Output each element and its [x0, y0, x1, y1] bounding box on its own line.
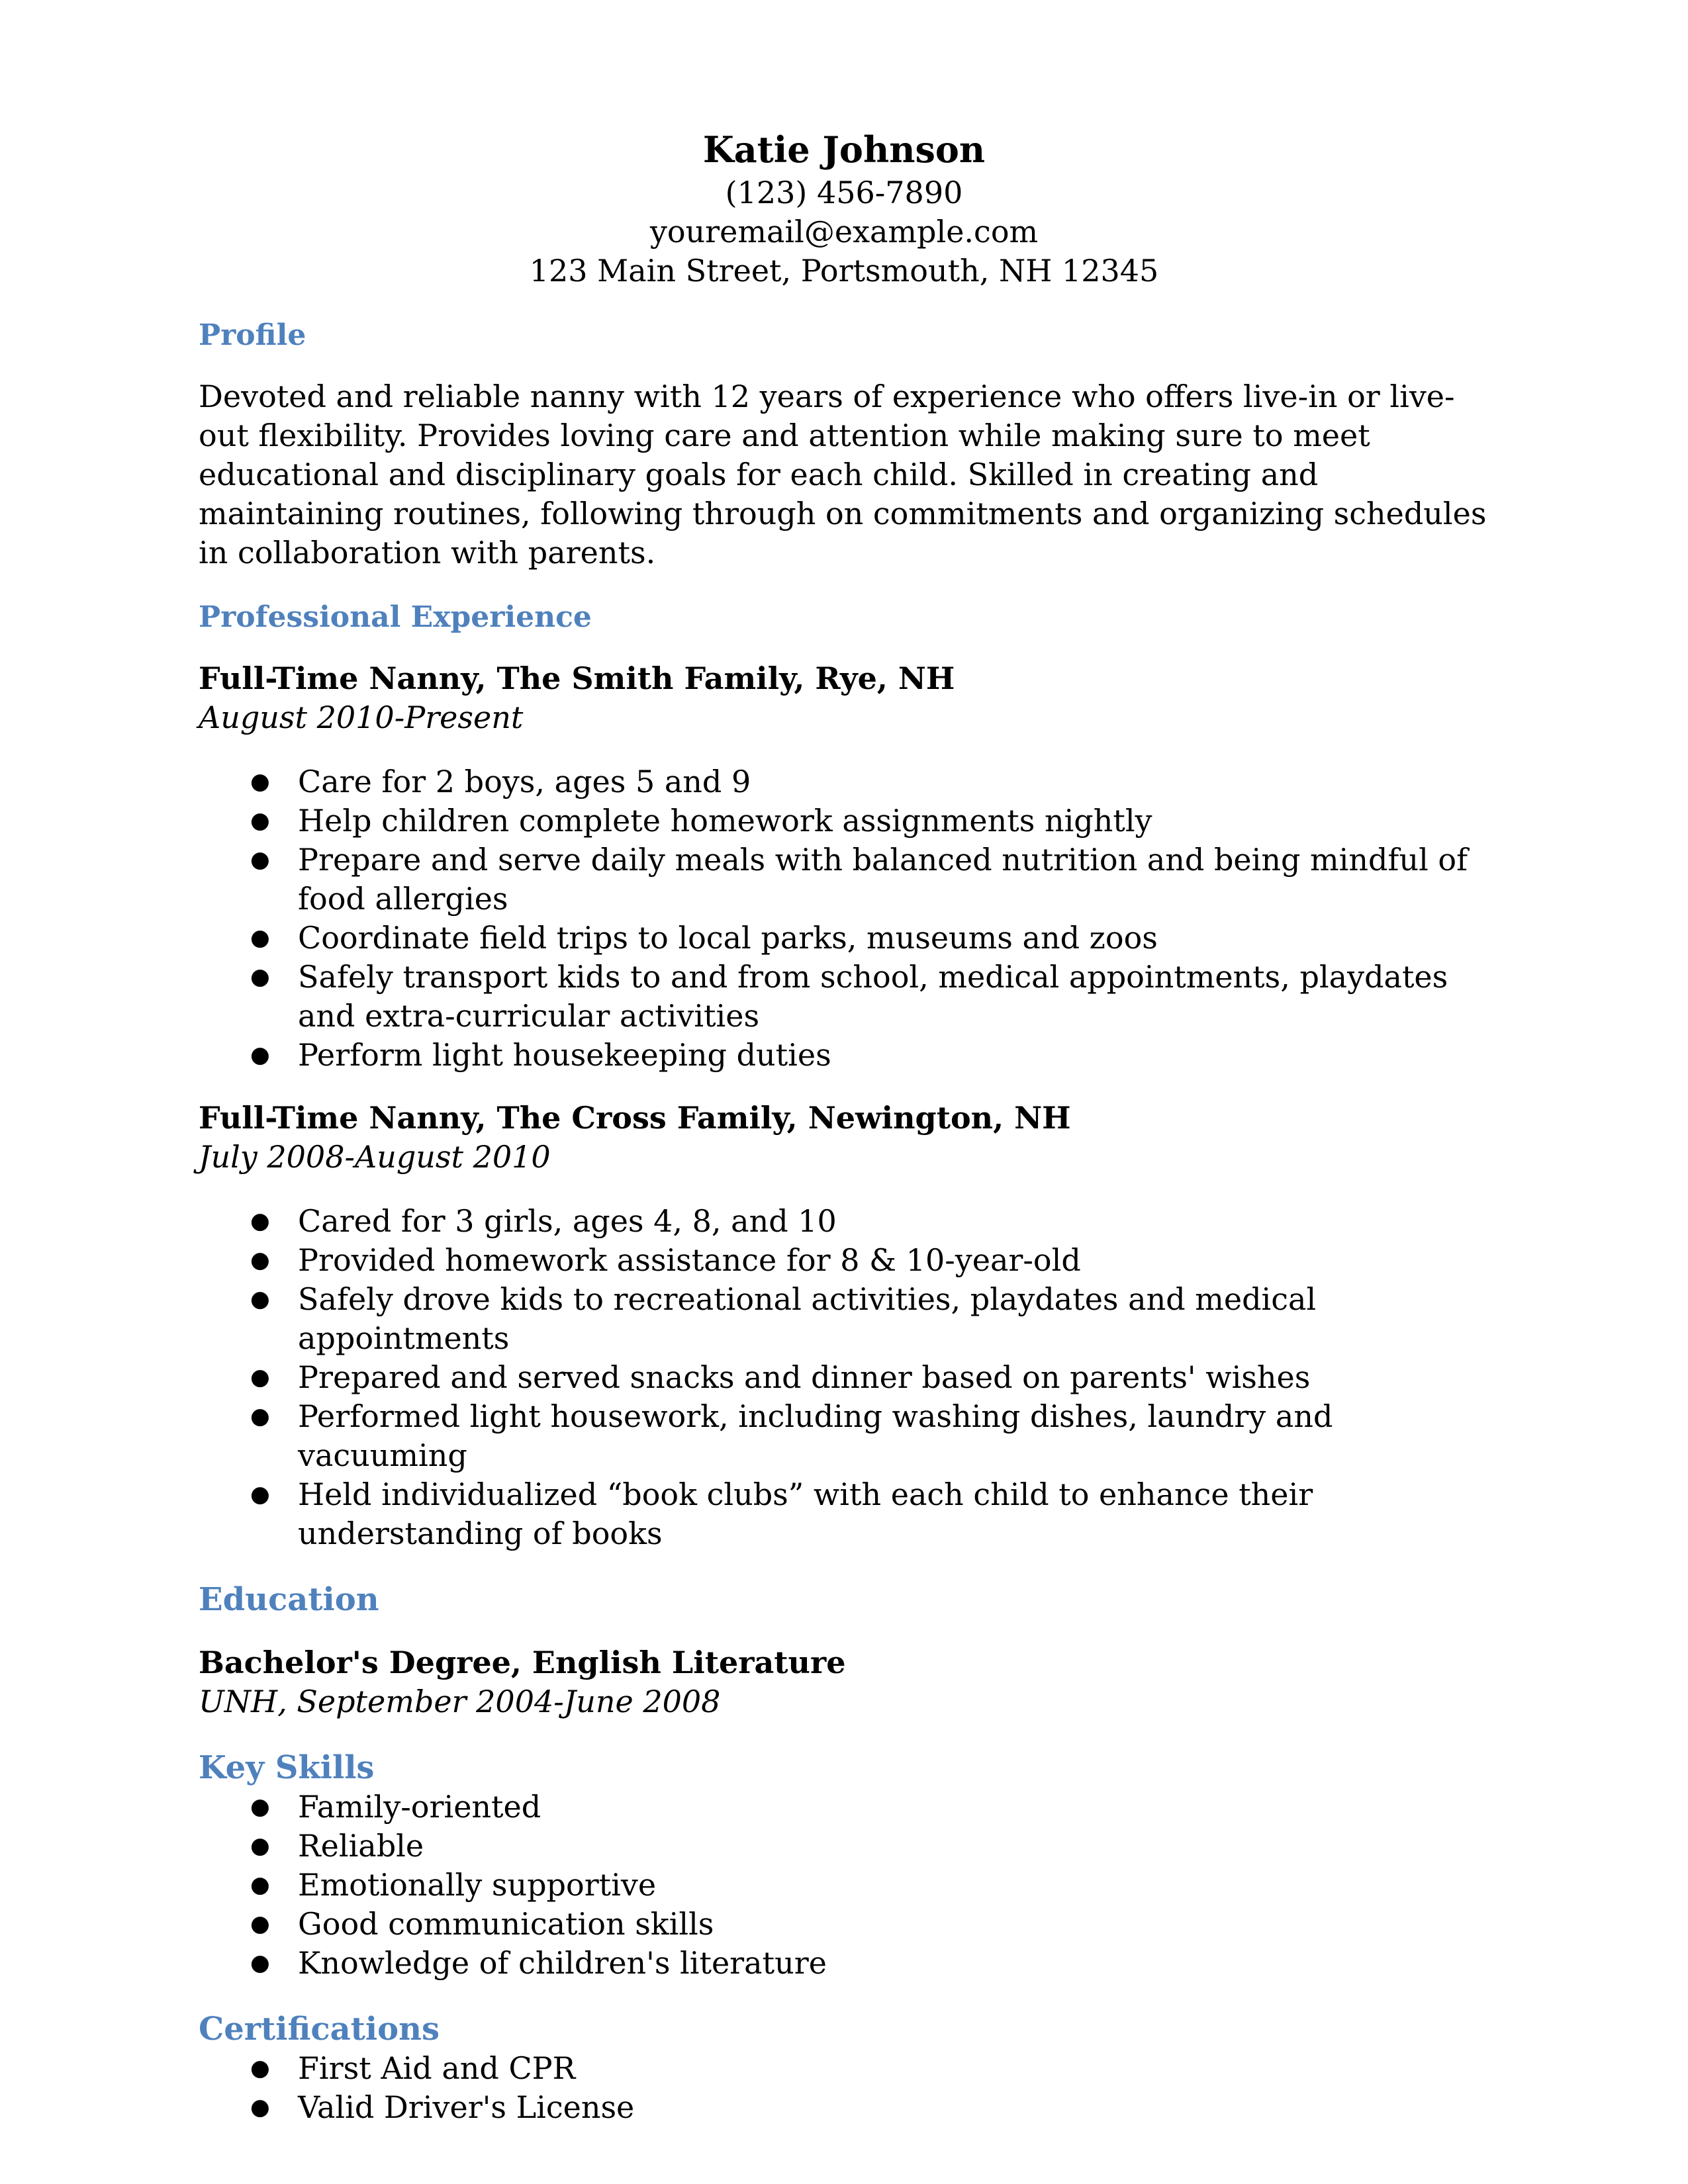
bullet-icon: ● — [250, 925, 270, 951]
certifications-heading: Certifications — [199, 2011, 440, 2048]
skill-text: Good communication skills — [298, 1906, 714, 1942]
skill-text: Emotionally supportive — [298, 1867, 657, 1903]
list-item — [199, 1827, 1489, 1866]
certification-text: Valid Driver's License — [298, 2089, 635, 2125]
bullet-icon: ● — [250, 1403, 270, 1430]
job-dates: July 2008-August 2010 — [199, 1139, 551, 1175]
job-entry — [199, 1099, 1489, 1553]
duty-text: Provided homework assistance for 8 & 10-year-old — [298, 1242, 1081, 1278]
list-item — [199, 801, 1489, 841]
list-item — [199, 1866, 1489, 1905]
list-item — [199, 958, 1489, 1036]
job-title: Full-Time Nanny, The Cross Family, Newington, NH — [199, 1100, 1071, 1136]
bullet-icon: ● — [250, 768, 270, 795]
list-item — [199, 841, 1489, 919]
email-address: youremail@example.com — [649, 214, 1039, 250]
bullet-icon: ● — [250, 2055, 270, 2081]
list-item — [199, 1944, 1489, 1983]
candidate-name: Katie Johnson — [702, 128, 986, 171]
bullet-icon: ● — [250, 807, 270, 834]
certifications-list — [199, 2049, 1489, 2127]
experience-heading: Professional Experience — [199, 600, 592, 634]
list-item — [199, 1202, 1489, 1241]
bullet-icon: ● — [250, 846, 270, 873]
street-address: 123 Main Street, Portsmouth, NH 12345 — [529, 253, 1159, 289]
bullet-icon: ● — [250, 1042, 270, 1068]
skills-heading: Key Skills — [199, 1749, 375, 1786]
bullet-icon: ● — [250, 1872, 270, 1898]
duty-text: Care for 2 boys, ages 5 and 9 — [298, 764, 751, 799]
list-item — [199, 1397, 1489, 1475]
duty-text: Performed light housework, including washing dishes, laundry and vacuuming — [298, 1398, 1333, 1473]
duty-text: Cared for 3 girls, ages 4, 8, and 10 — [298, 1203, 837, 1239]
bullet-icon: ● — [250, 2094, 270, 2120]
duty-text: Prepare and serve daily meals with balanced nutrition and being mindful of food allergies — [298, 842, 1468, 917]
list-item — [199, 1358, 1489, 1397]
list-item — [199, 762, 1489, 801]
duty-text: Help children complete homework assignments nightly — [298, 803, 1152, 839]
list-item — [199, 2088, 1489, 2127]
resume-header — [199, 126, 1489, 291]
duty-text: Held individualized “book clubs” with each child to enhance their understanding of books — [298, 1477, 1313, 1551]
duty-text: Safely drove kids to recreational activities, playdates and medical appointments — [298, 1281, 1317, 1356]
bullet-icon: ● — [250, 1364, 270, 1390]
bullet-icon: ● — [250, 1481, 270, 1508]
profile-heading: Profile — [199, 318, 306, 352]
list-item — [199, 1280, 1489, 1358]
bullet-icon: ● — [250, 1794, 270, 1820]
list-item — [199, 1905, 1489, 1944]
bullet-icon: ● — [250, 1286, 270, 1312]
duty-text: Safely transport kids to and from school, medical appointments, playdates and extra-curricular activities — [298, 959, 1448, 1034]
duty-text: Coordinate field trips to local parks, museums and zoos — [298, 920, 1158, 956]
bullet-icon: ● — [250, 1208, 270, 1234]
education-heading: Education — [199, 1581, 379, 1618]
job-dates: August 2010-Present — [199, 700, 524, 735]
job-duties-list — [199, 1202, 1489, 1553]
skills-list — [199, 1788, 1489, 1983]
bullet-icon: ● — [250, 1247, 270, 1273]
skill-text: Reliable — [298, 1828, 424, 1864]
list-item — [199, 1036, 1489, 1075]
duty-text: Perform light housekeeping duties — [298, 1037, 831, 1073]
bullet-icon: ● — [250, 1950, 270, 1976]
list-item — [199, 1475, 1489, 1553]
skill-text: Family-oriented — [298, 1789, 541, 1825]
bullet-icon: ● — [250, 1911, 270, 1937]
list-item — [199, 2049, 1489, 2088]
job-title: Full-Time Nanny, The Smith Family, Rye, NH — [199, 660, 955, 696]
degree-title: Bachelor's Degree, English Literature — [199, 1645, 846, 1680]
bullet-icon: ● — [250, 964, 270, 990]
skill-text: Knowledge of children's literature — [298, 1945, 827, 1981]
duty-text: Prepared and served snacks and dinner based on parents' wishes — [298, 1359, 1311, 1395]
list-item — [199, 1241, 1489, 1280]
job-entry — [199, 659, 1489, 1075]
list-item — [199, 919, 1489, 958]
certification-text: First Aid and CPR — [298, 2050, 576, 2086]
resume-page — [199, 126, 1489, 2127]
phone-number: (123) 456-7890 — [725, 175, 963, 210]
list-item — [199, 1788, 1489, 1827]
bullet-icon: ● — [250, 1833, 270, 1859]
school-dates: UNH, September 2004-June 2008 — [199, 1684, 721, 1719]
profile-summary: Devoted and reliable nanny with 12 years of experience who offers live-in or live-out flexibility. Provides loving care and attention while making sure to meet educational and disciplinary goals for each child. Skilled in creating and maintaining routines, following through on commitments and organizing schedules in collaboration with parents. — [199, 379, 1487, 570]
job-duties-list — [199, 762, 1489, 1075]
